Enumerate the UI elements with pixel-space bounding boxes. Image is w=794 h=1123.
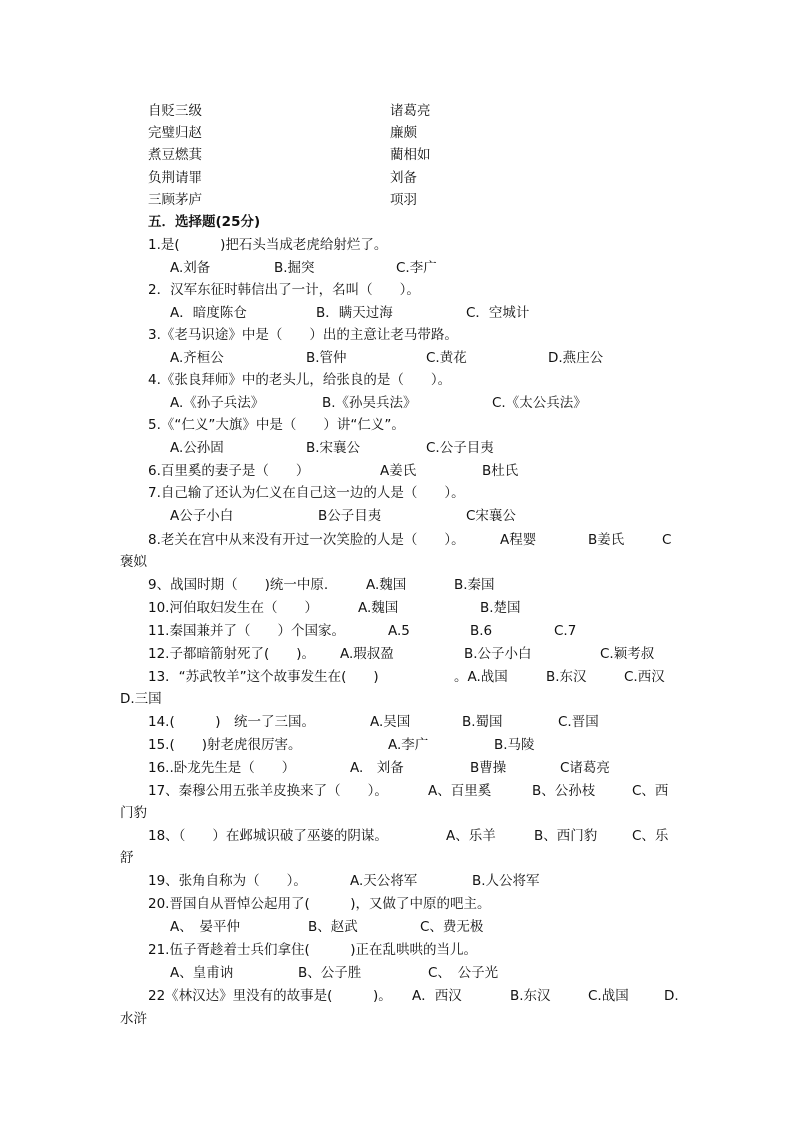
question-18 (148, 826, 708, 846)
question-22-wrap: 水浒 (120, 1011, 147, 1027)
question-text: 15.( )射老虎很厉害。 (148, 737, 302, 753)
option: C.晋国 (558, 714, 599, 730)
option: A程婴 (500, 532, 537, 548)
option: B.秦国 (454, 577, 495, 593)
question-12 (148, 644, 708, 664)
question-9 (148, 575, 708, 595)
match-right-3: 藺相如 (390, 147, 431, 163)
question-text: 14.( ) 统一了三国。 (148, 714, 316, 730)
option: A公子小白 (170, 508, 234, 524)
question-17 (148, 781, 708, 801)
match-left-5: 三顾茅庐 (148, 192, 202, 208)
option: C.西汉 (624, 669, 665, 685)
option: C.战国 (588, 988, 629, 1004)
option: B、公子胜 (298, 965, 362, 981)
option: C．空城计 (466, 305, 530, 321)
option: B.楚国 (480, 600, 521, 616)
match-left-4: 负荆请罪 (148, 170, 202, 186)
option: B曹操 (470, 760, 507, 776)
option: A.刘备 (170, 260, 211, 276)
option: B杜氏 (482, 463, 519, 479)
question-18-wrap: 舒 (120, 850, 134, 866)
question-text: 12.子都暗箭射死了( )。 (148, 646, 316, 662)
question-4-options (170, 393, 670, 413)
option: D. (664, 988, 679, 1004)
option: C (662, 532, 672, 548)
question-3-options (170, 348, 670, 368)
option: A.5 (388, 623, 410, 639)
question-20: 20.晋国自从晋悼公起用了( )，又做了中原的吧主。 (148, 896, 491, 912)
option: A.魏国 (366, 577, 407, 593)
question-2: 2．汉军东征时韩信出了一计，名叫（ ）。 (148, 282, 420, 298)
option: C、乐 (632, 828, 669, 844)
question-text: 17、秦穆公用五张羊皮换来了（ ）。 (148, 783, 388, 799)
match-right-2: 廉颇 (390, 125, 417, 141)
question-22 (148, 986, 708, 1006)
option: B.公子小白 (464, 646, 532, 662)
question-text: 11.秦国兼并了（ ）个国家。 (148, 623, 345, 639)
match-left-1: 自贬三级 (148, 103, 202, 119)
option: A.魏国 (358, 600, 399, 616)
question-1-options (170, 258, 670, 278)
question-2-options (170, 303, 670, 323)
option: B.宋襄公 (306, 440, 361, 456)
option: B、西门豹 (534, 828, 598, 844)
option: C宋襄公 (466, 508, 516, 524)
option: A．西汉 (412, 988, 462, 1004)
option: D.燕庄公 (548, 350, 604, 366)
option: A、乐羊 (446, 828, 496, 844)
question-16 (148, 758, 708, 778)
question-7-options (170, 506, 670, 526)
option: C.李广 (396, 260, 437, 276)
question-20-options (170, 917, 670, 937)
question-11 (148, 621, 708, 641)
option: B.管仲 (306, 350, 347, 366)
question-6 (148, 461, 708, 481)
question-15 (148, 735, 708, 755)
question-5-options (170, 438, 670, 458)
question-text: 10.河伯取妇发生在（ ） (148, 600, 318, 616)
option: B.东汉 (510, 988, 551, 1004)
question-text: 9、战国时期（ )统一中原. (148, 577, 329, 593)
match-right-4: 刘备 (390, 170, 417, 186)
match-right-1: 诸葛亮 (390, 103, 431, 119)
option: B.马陵 (494, 737, 535, 753)
question-21: 21.伍子胥趁着士兵们拿住( )正在乱哄哄的当儿。 (148, 942, 478, 958)
question-8-wrap: 褒姒 (120, 554, 147, 570)
question-13 (148, 667, 708, 687)
option: B.掘突 (274, 260, 315, 276)
option: 。A.战国 (454, 669, 508, 685)
option: A.天公将军 (350, 873, 418, 889)
option: A．暗度陈仓 (170, 305, 247, 321)
option: B姜氏 (588, 532, 625, 548)
question-text: 19、张角自称为（ ）。 (148, 873, 307, 889)
question-text: 6.百里奚的妻子是（ ） (148, 463, 310, 479)
question-19 (148, 871, 708, 891)
match-left-2: 完璧归赵 (148, 125, 202, 141)
option: A.吴国 (370, 714, 411, 730)
option: A.《孙子兵法》 (170, 395, 265, 411)
question-10 (148, 598, 708, 618)
question-text: 8.老关在宫中从来没有开过一次笑脸的人是（ ）。 (148, 532, 465, 548)
question-7: 7.自己输了还认为仁义在自己这一边的人是（ ）。 (148, 485, 465, 501)
option: B.东汉 (546, 669, 587, 685)
question-5: 5.《“仁义”大旗》中是（ ）讲“仁义”。 (148, 417, 405, 433)
option: C、 公子光 (428, 965, 499, 981)
question-text: 13．“苏武牧羊”这个故事发生在( ) (148, 669, 379, 685)
option: B、公孙枝 (532, 783, 596, 799)
option: C诸葛亮 (560, 760, 610, 776)
option: C.颖考叔 (600, 646, 655, 662)
option: A、 晏平仲 (170, 919, 240, 935)
option: A.齐桓公 (170, 350, 224, 366)
option: A姜氏 (380, 463, 417, 479)
question-8 (148, 530, 708, 550)
option: B公子目夷 (318, 508, 382, 524)
option: C、西 (632, 783, 669, 799)
match-right-5: 项羽 (390, 192, 417, 208)
option: B.蜀国 (462, 714, 503, 730)
question-21-options (170, 963, 670, 983)
question-4: 4.《张良拜师》中的老头儿，给张良的是（ ）。 (148, 372, 452, 388)
match-left-3: 煮豆燃萁 (148, 147, 202, 163)
section-heading: 五．选择题(25分) (148, 214, 261, 230)
option: B.《孙吴兵法》 (322, 395, 417, 411)
option: C、费无极 (420, 919, 484, 935)
option: C.《太公兵法》 (492, 395, 587, 411)
question-17-wrap: 门豹 (120, 805, 147, 821)
question-text: 16..卧龙先生是（ ） (148, 760, 296, 776)
option: C.黄花 (426, 350, 467, 366)
question-1: 1.是( )把石头当成老虎给射烂了。 (148, 237, 388, 253)
option: C.公子目夷 (426, 440, 494, 456)
option: B.人公将军 (472, 873, 540, 889)
question-3: 3.《老马识途》中是（ ）出的主意让老马带路。 (148, 327, 458, 343)
option: B、赵武 (308, 919, 358, 935)
option: C.7 (554, 623, 577, 639)
option: A.瑕叔盈 (340, 646, 394, 662)
question-text: 22《林汉达》里没有的故事是( )。 (148, 988, 392, 1004)
option: A.李广 (388, 737, 429, 753)
option: B.6 (470, 623, 493, 639)
option: A、皇甫讷 (170, 965, 234, 981)
question-13-wrap: D.三国 (120, 691, 162, 707)
option: A.公孙固 (170, 440, 224, 456)
option: A. 刘备 (350, 760, 404, 776)
question-14 (148, 712, 708, 732)
question-text: 18、（ ）在邺城识破了巫婆的阴谋。 (148, 828, 388, 844)
option: A、百里奚 (428, 783, 492, 799)
option: B．瞒天过海 (316, 305, 393, 321)
